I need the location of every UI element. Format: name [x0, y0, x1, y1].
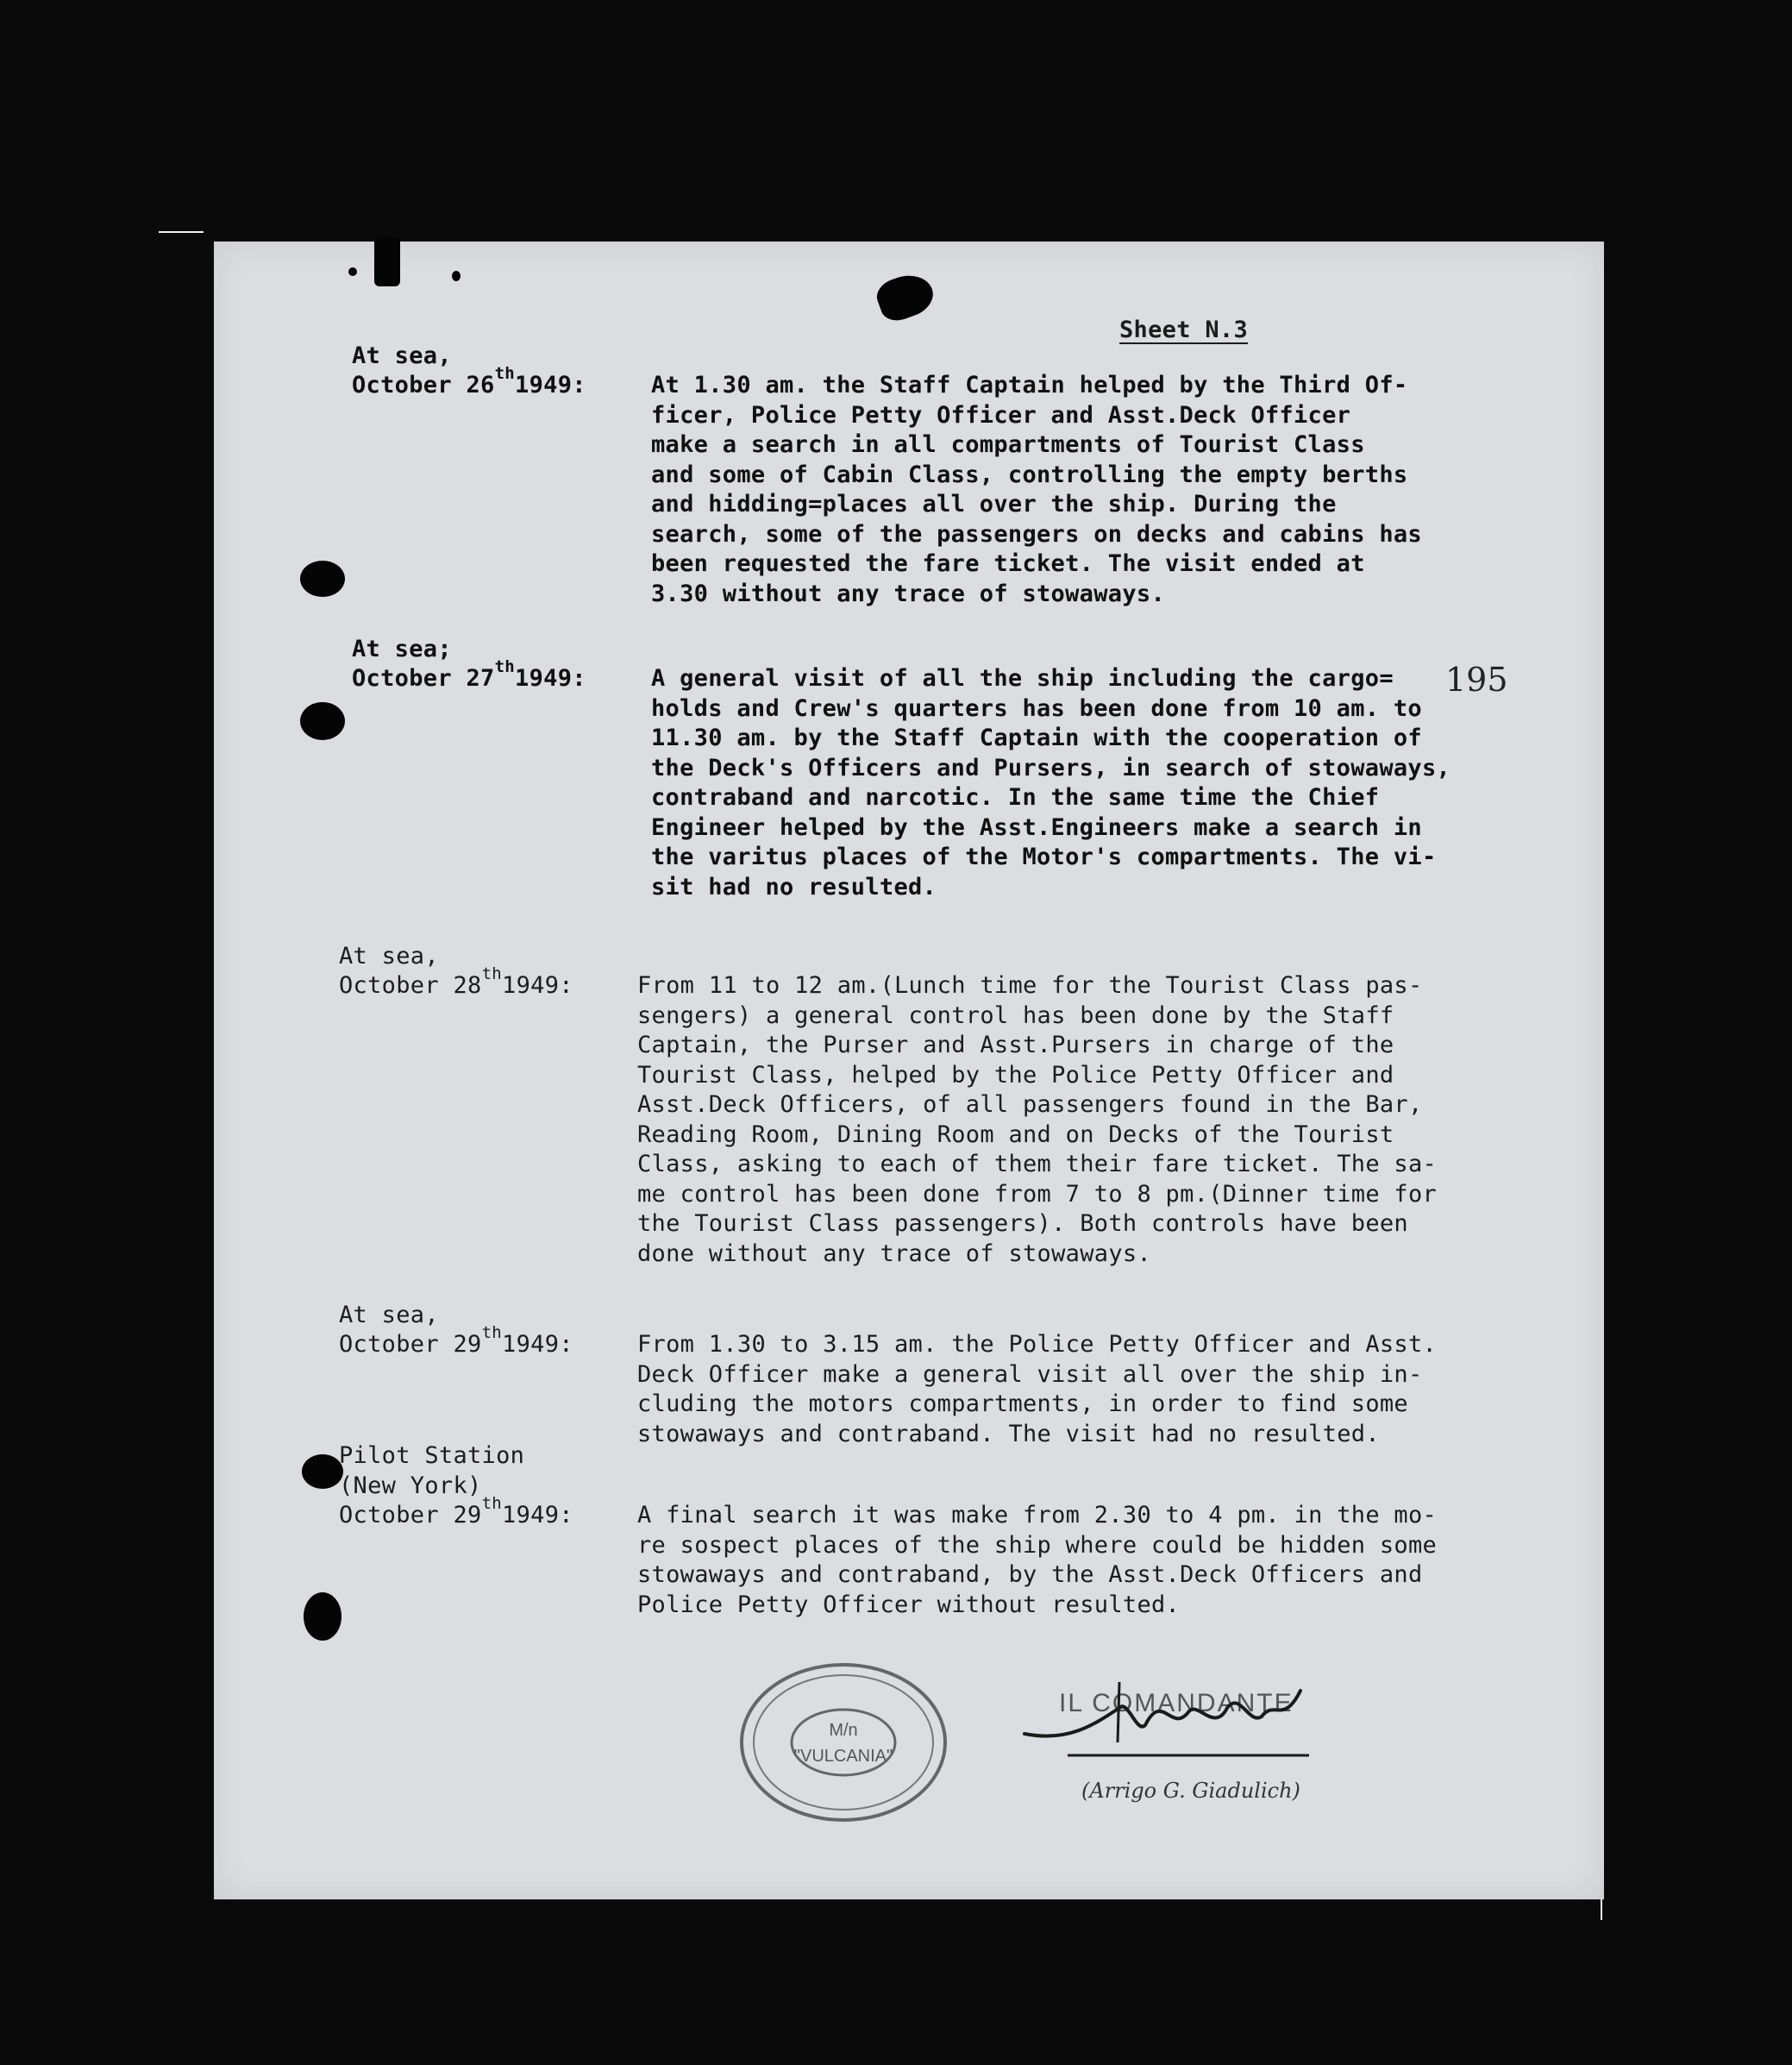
entry-text-line: Reading Room, Dining Room and on Decks of the Tourist: [637, 1120, 1394, 1148]
ink-blot: [348, 267, 357, 276]
entry-text-line: search, some of the passengers on decks and cabins has: [651, 520, 1422, 548]
entry-date-year: 1949:: [502, 1331, 573, 1358]
entry-date-main: October 28: [339, 972, 482, 999]
entry-text-line: the Deck's Officers and Pursers, in search of stowaways,: [651, 754, 1451, 781]
entry-date: [352, 364, 586, 401]
punch-hole: [304, 1592, 341, 1641]
handwritten-signature: [1016, 1673, 1326, 1777]
entry-date: [339, 1494, 573, 1531]
entry-text-line: 11.30 am. by the Staff Captain with the cooperation of: [651, 725, 1422, 751]
document-page: [214, 242, 1604, 1899]
entry-text-line: A final search it was make from 2.30 to 4 pm. in the mo-: [637, 1502, 1438, 1528]
entry-text-line: been requested the fare ticket. The visit ended at: [651, 550, 1365, 577]
entry-date: [352, 657, 586, 694]
page-number: 195: [1445, 661, 1508, 699]
entry-date: [339, 1323, 573, 1360]
punch-hole: [302, 1454, 343, 1489]
entry-text-line: the varitus places of the Motor's compartments. The vi-: [651, 844, 1437, 870]
entry-date-year: 1949:: [502, 1502, 573, 1528]
entry-text-line: sengers) a general control has been done by the Staff: [637, 1001, 1394, 1029]
ship-stamp: [731, 1656, 956, 1829]
entry-place: At sea;: [352, 635, 452, 662]
entry-text-line: the Tourist Class passengers). Both controls have been: [637, 1210, 1408, 1237]
entry-date-main: October 29: [339, 1331, 482, 1358]
entry-date-main: October 27: [352, 665, 495, 692]
entry-text-line: From 1.30 to 3.15 am. the Police Petty Officer and Asst.: [637, 1331, 1438, 1358]
signature-title: IL COMANDANTE: [1059, 1689, 1294, 1717]
stamp-line-1: M/n: [829, 1721, 858, 1740]
ink-blot: [873, 268, 939, 326]
stamp-line-2: "VULCANIA": [793, 1747, 893, 1766]
entry-text-line: ficer, Police Petty Officer and Asst.Deck Officer: [651, 401, 1351, 429]
entry-place: At sea,: [352, 342, 452, 369]
punch-hole: [300, 702, 345, 740]
entry-date-suffix: th: [494, 364, 516, 383]
entry-text-line: sit had no resulted.: [651, 873, 937, 901]
entry-text-line: done without any trace of stowaways.: [637, 1240, 1151, 1267]
entry-text-line: Deck Officer make a general visit all over the ship in-: [637, 1360, 1423, 1388]
entry-text-line: contraband and narcotic. In the same time the Chief: [651, 784, 1380, 811]
entry-place: At sea,: [339, 1301, 439, 1328]
entry-text-line: cluding the motors compartments, in order to find some: [637, 1390, 1408, 1417]
entry-place: At sea,: [339, 942, 439, 970]
entry-date-year: 1949:: [515, 372, 586, 399]
entry-date-year: 1949:: [515, 665, 586, 692]
entry-text-line: Engineer helped by the Asst.Engineers make a search in: [651, 813, 1422, 841]
sheet-number: Sheet N.3: [1119, 317, 1248, 343]
entry-text-line: and hidding=places all over the ship. During the: [651, 491, 1337, 518]
entry-date-main: October 29: [339, 1502, 482, 1528]
entry-text-line: Police Petty Officer without resulted.: [637, 1591, 1181, 1618]
entry-text-line: From 11 to 12 am.(Lunch time for the Tourist Class pas-: [637, 972, 1423, 999]
entry-date-suffix: th: [494, 657, 516, 676]
entry-text-line: Tourist Class, helped by the Police Petty Officer and: [637, 1061, 1394, 1089]
entry-date-suffix: th: [481, 1323, 503, 1342]
entry-date-suffix: th: [481, 1494, 503, 1513]
entry-text-line: Captain, the Purser and Asst.Pursers in charge of the: [637, 1032, 1394, 1058]
entry-date: [339, 964, 573, 1001]
entry-text-line: Class, asking to each of them their fare ticket. The sa-: [637, 1151, 1438, 1177]
entry-date-main: October 26: [352, 372, 495, 399]
entry-text-line: me control has been done from 7 to 8 pm.(Dinner time for: [637, 1180, 1438, 1208]
scan-corner-mark: [159, 231, 204, 233]
entry-text-line: holds and Crew's quarters has been done from 10 am. to: [651, 694, 1422, 722]
entry-text-line: make a search in all compartments of Tourist Class: [651, 431, 1365, 458]
entry-date-year: 1949:: [502, 972, 573, 999]
entry-text-line: re sospect places of the ship where could be hidden some: [637, 1531, 1438, 1559]
entry-text-line: Asst.Deck Officers, of all passengers found in the Bar,: [637, 1091, 1423, 1118]
entry-text-line: stowaways and contraband. The visit had no resulted.: [637, 1420, 1380, 1447]
entry-text-line: and some of Cabin Class, controlling the empty berths: [651, 461, 1408, 488]
signature-name: (Arrigo G. Giadulich): [1081, 1779, 1300, 1803]
punch-hole: [300, 561, 345, 597]
entry-place: Pilot Station: [339, 1442, 525, 1469]
entry-text-line: A general visit of all the ship including the cargo=: [651, 665, 1394, 692]
entry-date-suffix: th: [481, 964, 503, 983]
scan-corner-mark: [1601, 1898, 1602, 1920]
entry-text-line: 3.30 without any trace of stowaways.: [651, 580, 1165, 607]
ink-blot: [452, 271, 461, 281]
entry-place-detail: (New York): [339, 1472, 482, 1499]
ink-blot: [374, 236, 400, 286]
entry-text-line: stowaways and contraband, by the Asst.Deck Officers and: [637, 1561, 1423, 1588]
entry-text-line: At 1.30 am. the Staff Captain helped by the Third Of-: [651, 372, 1408, 399]
